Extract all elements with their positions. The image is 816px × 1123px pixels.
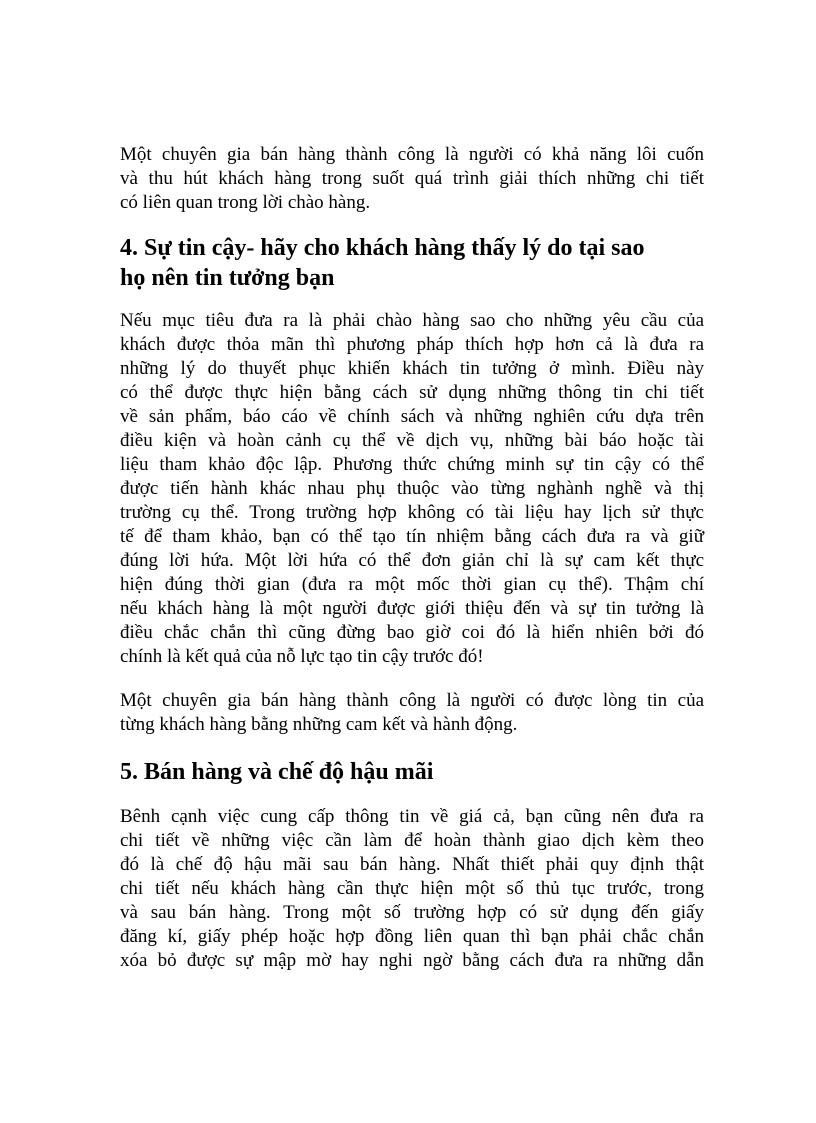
text-line: đăng kí, giấy phép hoặc hợp đồng liên quan thì bạn phải chắc chắn [120, 926, 704, 947]
text-line: Bênh cạnh việc cung cấp thông tin về giá cả, bạn cũng nên đưa ra [120, 806, 704, 827]
intro-paragraph [120, 143, 704, 215]
document-page [120, 143, 704, 973]
text-line: được tiến hành khác nhau phụ thuộc vào từng nghành nghề và thị [120, 478, 704, 499]
section-5-heading [120, 757, 704, 787]
text-line: đúng lời hứa. Một lời hứa có thể đơn giản chỉ là sự cam kết thực [120, 550, 704, 571]
text-line: và sau bán hàng. Trong một số trường hợp có sử dụng đến giấy [120, 902, 704, 923]
text-line: có liên quan trong lời chào hàng. [120, 192, 371, 213]
heading-line: 4. Sự tin cậy- hãy cho khách hàng thấy lý do tại sao [120, 235, 645, 261]
heading-line: họ nên tin tưởng bạn [120, 265, 335, 291]
text-line: trường cụ thể. Trong trường hợp không có tài liệu hay lịch sử thực [120, 502, 704, 523]
text-line: về sản phẩm, báo cáo về chính sách và những nghiên cứu dựa trên [120, 406, 704, 427]
text-line: Một chuyên gia bán hàng thành công là người có được lòng tin của [120, 690, 704, 711]
text-line: và thu hút khách hàng trong suốt quá trình giải thích những chi tiết [120, 168, 704, 189]
text-line: khách được thỏa mãn thì phương pháp thích hợp hơn cả là đưa ra [120, 334, 704, 355]
section-5-paragraph-1 [120, 805, 704, 973]
text-line: chính là kết quả của nỗ lực tạo tin cậy trước đó! [120, 646, 484, 667]
text-line: chi tiết nếu khách hàng cần thực hiện một số thủ tục trước, trong [120, 878, 704, 899]
text-line: chi tiết về những việc cần làm để hoàn thành giao dịch kèm theo [120, 830, 704, 851]
text-line: những lý do thuyết phục khiến khách tin tưởng ở mình. Điều này [120, 358, 704, 379]
text-line: Nếu mục tiêu đưa ra là phải chào hàng sao cho những yêu cầu của [120, 310, 704, 331]
text-line: xóa bỏ được sự mập mờ hay nghi ngờ bằng cách đưa ra những dẫn [120, 950, 704, 971]
section-4-heading [120, 233, 704, 293]
text-line: điều kiện và hoàn cảnh cụ thể về dịch vụ, những bài báo hoặc tài [120, 430, 704, 451]
text-line: đó là chế độ hậu mãi sau bán hàng. Nhất thiết phải quy định thật [120, 854, 704, 875]
text-line: hiện đúng thời gian (đưa ra một mốc thời gian cụ thể). Thậm chí [120, 574, 704, 595]
section-4-paragraph-2 [120, 689, 704, 737]
heading-line: 5. Bán hàng và chế độ hậu mãi [120, 759, 434, 785]
text-line: từng khách hàng bằng những cam kết và hành động. [120, 714, 518, 735]
text-line: có thể được thực hiện bằng cách sử dụng những thông tin chi tiết [120, 382, 704, 403]
text-line: tế để tham khảo, bạn có thể tạo tín nhiệm bằng cách đưa ra và giữ [120, 526, 704, 547]
section-4-paragraph-1 [120, 309, 704, 669]
text-line: điều chắc chắn thì cũng đừng bao giờ coi đó là hiển nhiên bởi đó [120, 622, 704, 643]
text-line: liệu tham khảo độc lập. Phương thức chứng minh sự tin cậy có thể [120, 454, 704, 475]
text-line: Một chuyên gia bán hàng thành công là người có khả năng lôi cuốn [120, 144, 704, 165]
text-line: nếu khách hàng là một người được giới thiệu đến và sự tin tưởng là [120, 598, 704, 619]
